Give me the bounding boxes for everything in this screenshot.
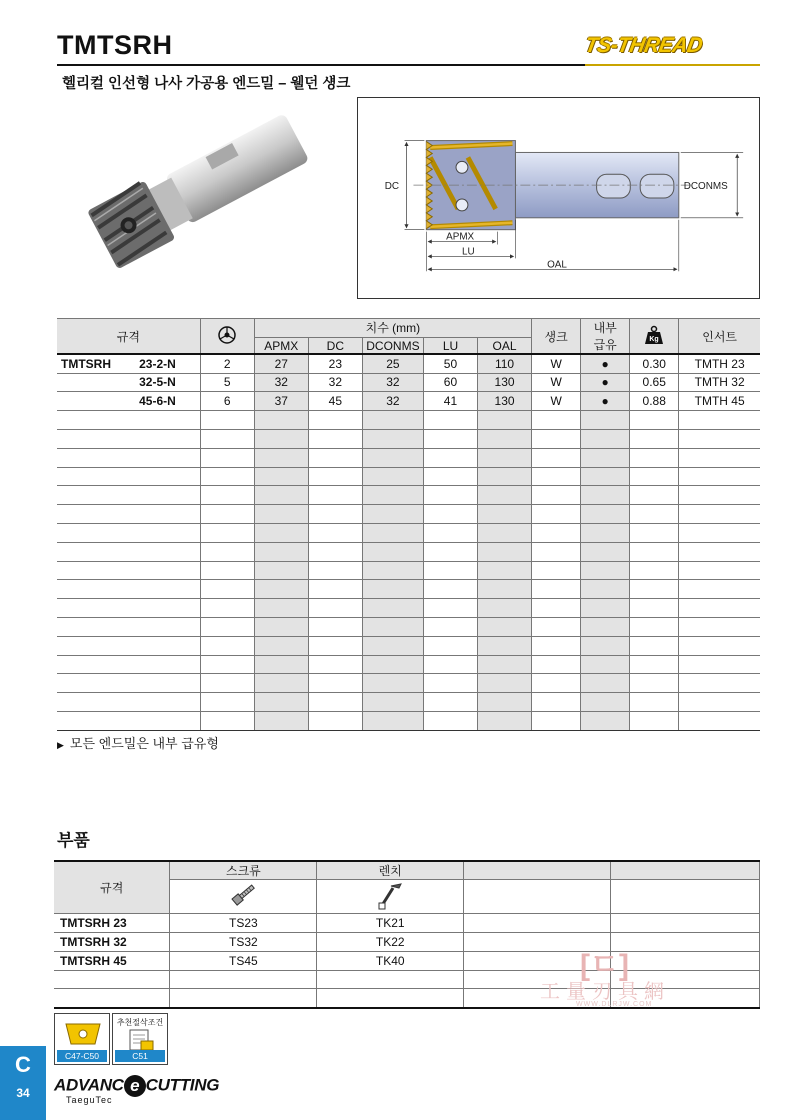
spec-header-shank: 생크 bbox=[532, 319, 581, 355]
model-code: 23-2-N bbox=[127, 354, 200, 373]
coolant-cell: ● bbox=[581, 354, 630, 373]
watermark-mark: [ㄷ] bbox=[580, 949, 629, 982]
parts-header-wrench: 렌치 bbox=[317, 861, 464, 880]
table-row-empty bbox=[57, 636, 760, 655]
brand-rule bbox=[585, 64, 760, 66]
flutes-cell: 5 bbox=[200, 373, 254, 392]
table-row-empty bbox=[57, 561, 760, 580]
insert-cell: TMTH 23 bbox=[679, 354, 760, 373]
logo-e-icon: e bbox=[124, 1075, 146, 1097]
weight-icon-label: Kg bbox=[649, 335, 659, 343]
insert-cell: TMTH 32 bbox=[679, 373, 760, 392]
spec-header-row bbox=[57, 319, 760, 338]
screw-cell: TS23 bbox=[170, 914, 317, 933]
spec-header-coolant bbox=[581, 319, 630, 355]
table-row-empty bbox=[57, 599, 760, 618]
flutes-cell: 6 bbox=[200, 392, 254, 411]
apmx-cell: 32 bbox=[254, 373, 308, 392]
table-row-empty bbox=[57, 542, 760, 561]
wrench-cell: TK22 bbox=[317, 933, 464, 952]
cutting-conditions-label: 추천절삭조건 bbox=[116, 1018, 164, 1027]
watermark-url: WWW.DLRJW.COM bbox=[576, 1001, 653, 1008]
wrench-icon bbox=[317, 880, 464, 914]
table-row-empty bbox=[57, 486, 760, 505]
coolant-line2: 급유 bbox=[593, 338, 617, 353]
spec-table bbox=[57, 318, 760, 731]
part-code: TMTSRH 23 bbox=[54, 914, 170, 933]
lu-cell: 41 bbox=[423, 392, 477, 411]
parts-header-screw: 스크류 bbox=[170, 861, 317, 880]
flutes-icon bbox=[200, 319, 254, 355]
coolant-line1: 내부 bbox=[593, 321, 617, 336]
product-photo bbox=[82, 103, 322, 283]
logo-text-a: ADVANC bbox=[54, 1075, 124, 1095]
table-row bbox=[54, 914, 760, 933]
screw-cell: TS45 bbox=[170, 951, 317, 970]
section-tab bbox=[0, 1046, 46, 1120]
cutting-conditions-link[interactable] bbox=[112, 1013, 168, 1065]
weight-cell: 0.88 bbox=[630, 392, 679, 411]
table-row-empty bbox=[57, 617, 760, 636]
flutes-cell: 2 bbox=[200, 354, 254, 373]
dc-cell: 23 bbox=[308, 354, 362, 373]
spec-header-dimensions: 치수 (mm) bbox=[254, 319, 531, 338]
dc-cell: 32 bbox=[308, 373, 362, 392]
spec-empty-rows bbox=[57, 411, 760, 731]
spec-header-lu: LU bbox=[423, 337, 477, 354]
advance-cutting-logo bbox=[54, 1075, 219, 1097]
screw-cell: TS32 bbox=[170, 933, 317, 952]
dc-cell: 45 bbox=[308, 392, 362, 411]
page-title: TMTSRH bbox=[57, 30, 173, 60]
dconms-cell: 25 bbox=[362, 354, 423, 373]
table-row-empty bbox=[57, 505, 760, 524]
technical-drawing bbox=[358, 98, 759, 298]
page-number: 34 bbox=[16, 1086, 30, 1100]
group-code: TMTSRH bbox=[57, 354, 127, 373]
insert-icon bbox=[63, 1020, 103, 1048]
table-row-empty bbox=[57, 448, 760, 467]
section-letter: C bbox=[15, 1052, 31, 1077]
oal-cell: 130 bbox=[478, 392, 532, 411]
apmx-label: APMX bbox=[446, 231, 475, 243]
dconms-cell: 32 bbox=[362, 373, 423, 392]
note-text: 모든 엔드밀은 내부 급유형 bbox=[69, 736, 219, 751]
note bbox=[57, 733, 219, 752]
shank-cell: W bbox=[532, 354, 581, 373]
apmx-cell: 27 bbox=[254, 354, 308, 373]
spec-header-apmx: APMX bbox=[254, 337, 308, 354]
table-row-empty bbox=[57, 429, 760, 448]
wrench-cell: TK21 bbox=[317, 914, 464, 933]
model-code: 32-5-N bbox=[127, 373, 200, 392]
part-code: TMTSRH 45 bbox=[54, 951, 170, 970]
shank-cell: W bbox=[532, 373, 581, 392]
table-row-empty bbox=[57, 580, 760, 599]
table-row-empty bbox=[57, 655, 760, 674]
spec-header-spec: 규격 bbox=[57, 319, 200, 355]
table-row-empty bbox=[57, 693, 760, 712]
part-code: TMTSRH 32 bbox=[54, 933, 170, 952]
coolant-cell: ● bbox=[581, 373, 630, 392]
oal-cell: 130 bbox=[478, 373, 532, 392]
dconms-label: DCONMS bbox=[683, 181, 728, 193]
table-row-empty bbox=[57, 674, 760, 693]
table-row-empty bbox=[57, 523, 760, 542]
table-row bbox=[54, 933, 760, 952]
dc-label: DC bbox=[384, 181, 400, 193]
parts-header-spec: 규격 bbox=[54, 861, 170, 914]
table-row-empty bbox=[57, 411, 760, 430]
company-name: TaeguTec bbox=[66, 1095, 113, 1105]
table-row bbox=[54, 951, 760, 970]
watermark-text: 工量刃具網 bbox=[540, 981, 670, 1003]
document-icon bbox=[127, 1029, 155, 1051]
cutting-conditions-page: C51 bbox=[115, 1050, 165, 1062]
logo-text-b: CUTTING bbox=[145, 1075, 220, 1095]
spec-header-insert: 인서트 bbox=[679, 319, 760, 355]
oal-label: OAL bbox=[547, 259, 567, 271]
weight-icon bbox=[630, 319, 679, 355]
spec-header-dc: DC bbox=[308, 337, 362, 354]
lu-label: LU bbox=[461, 246, 475, 258]
table-row bbox=[57, 354, 760, 373]
insert-reference-link[interactable] bbox=[54, 1013, 110, 1065]
table-row bbox=[57, 392, 760, 411]
parts-header-row bbox=[54, 861, 760, 880]
parts-title: 부품 bbox=[57, 831, 90, 850]
table-row bbox=[57, 373, 760, 392]
wrench-cell: TK40 bbox=[317, 951, 464, 970]
insert-cell: TMTH 45 bbox=[679, 392, 760, 411]
technical-drawing-frame bbox=[357, 97, 760, 299]
lu-cell: 50 bbox=[423, 354, 477, 373]
model-code: 45-6-N bbox=[127, 392, 200, 411]
triangle-bullet-icon: ▶ bbox=[57, 740, 64, 750]
lu-cell: 60 bbox=[423, 373, 477, 392]
shank-cell: W bbox=[532, 392, 581, 411]
insert-ref-pages: C47-C50 bbox=[57, 1050, 107, 1062]
weight-cell: 0.65 bbox=[630, 373, 679, 392]
screw-icon bbox=[170, 880, 317, 914]
dconms-cell: 32 bbox=[362, 392, 423, 411]
weight-cell: 0.30 bbox=[630, 354, 679, 373]
spec-header-oal: OAL bbox=[478, 337, 532, 354]
apmx-cell: 37 bbox=[254, 392, 308, 411]
coolant-cell: ● bbox=[581, 392, 630, 411]
oal-cell: 110 bbox=[478, 354, 532, 373]
page-subtitle: 헬리컬 인선형 나사 가공용 엔드밀 – 웰던 섕크 bbox=[62, 76, 351, 92]
table-row-empty bbox=[57, 711, 760, 730]
spec-header-dconms: DCONMS bbox=[362, 337, 423, 354]
brand-logo: TS-THREAD bbox=[583, 34, 704, 57]
table-row-empty bbox=[57, 467, 760, 486]
